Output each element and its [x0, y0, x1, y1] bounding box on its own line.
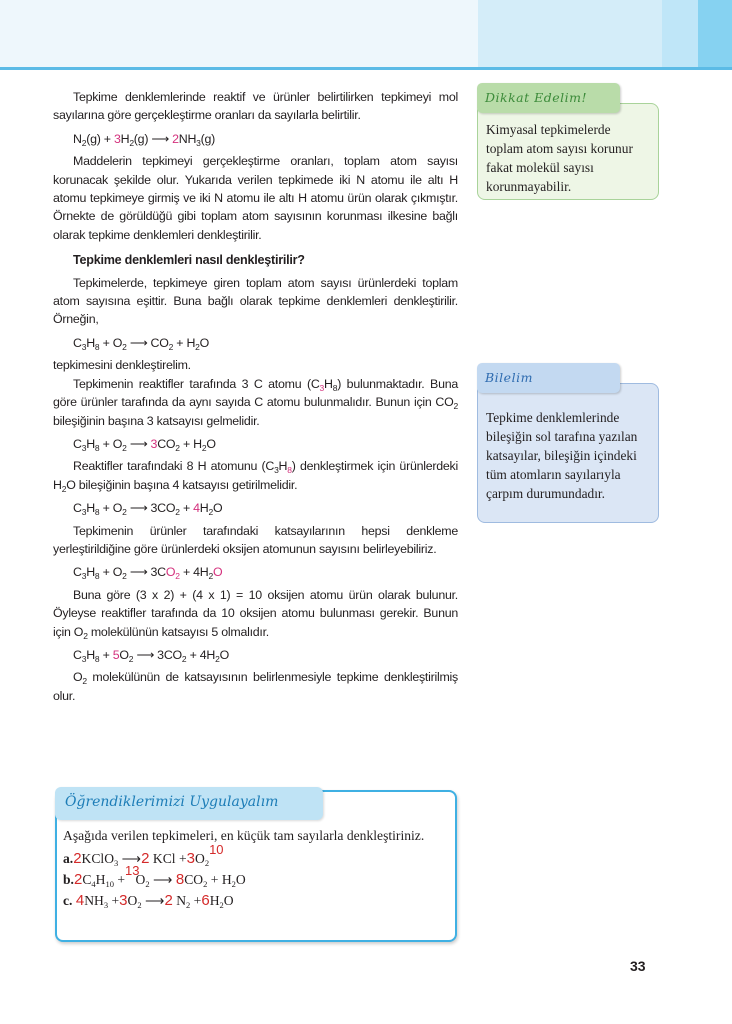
subscript: 3 [103, 900, 109, 910]
exercise-equation [63, 842, 451, 869]
subscript: 3 [196, 137, 201, 148]
text-run: + H [207, 872, 232, 887]
bilelim-text: Tepkime denklemlerinde bileşiğin sol tarafına yazılan katsayılar, bileşiğin içindeki tüm atomların sayılarıyla çarpım durumundadır. [486, 410, 638, 501]
handwritten-answer: 2 [141, 850, 150, 867]
bilelim-title: Bilelim [477, 363, 620, 393]
subscript: 2 [81, 137, 87, 148]
subscript: 2 [129, 137, 134, 148]
text-run: + O [99, 565, 123, 580]
text-run: H [86, 335, 95, 350]
page-number: 33 [630, 958, 646, 974]
subscript: 2 [175, 442, 180, 453]
text-run: H [209, 893, 220, 908]
text-run: ) denkleştirmek için ürünlerdeki H [53, 459, 458, 492]
handwritten-answer: 3 [119, 892, 128, 909]
paragraph [53, 152, 458, 244]
text-run: O [235, 872, 246, 887]
text-run: C [73, 436, 82, 451]
paragraph [53, 88, 458, 125]
subscript: 2 [175, 507, 180, 518]
handwritten-answer: 2 [164, 892, 173, 909]
paragraph [53, 522, 458, 559]
subscript: 8 [94, 653, 100, 664]
main-text-column [53, 88, 458, 705]
text-run: + H [173, 335, 196, 350]
text-run: ⟶ [141, 893, 165, 908]
text-run: + O [99, 501, 123, 516]
subscript: 2 [181, 653, 187, 664]
subscript: 2 [61, 483, 67, 494]
text-run: + [113, 872, 126, 887]
subscript: 2 [208, 571, 213, 582]
header-panel [698, 0, 732, 67]
text-run: O [199, 335, 210, 350]
subscript: 8 [332, 382, 338, 393]
handwritten-answer: 6 [201, 892, 210, 909]
text-run: C [73, 565, 82, 580]
text-run: tepkimesini denkleştirelim. [53, 358, 191, 373]
paragraph [53, 457, 458, 494]
subscript: 8 [94, 571, 100, 582]
subscript: 2 [83, 630, 88, 641]
subscript: 8 [94, 442, 100, 453]
text-run: H [86, 436, 95, 451]
chemical-equation [53, 130, 458, 148]
subscript: 2 [186, 900, 191, 910]
exercise-title: Öğrendiklerimizi Uygulayalım [55, 787, 323, 820]
subscript: 2 [122, 571, 127, 582]
subscript: 2 [453, 401, 458, 412]
text-run: Tepkimenin ürünler tarafındaki katsayılarının hepsi denkleme yerleştirildiğine göre ürünlerdeki oksijen atomunun sayısını belirleyebiliriz. [53, 523, 458, 556]
text-run: (g) + [86, 131, 114, 146]
highlighted-coefficient: 5 [112, 647, 120, 662]
text-run: Reaktifler tarafındaki 8 H atomunu (C [73, 459, 275, 474]
text-run: + [179, 501, 194, 516]
paragraph [53, 375, 458, 430]
subscript: 8 [94, 341, 100, 352]
text-run: C [82, 872, 92, 887]
text-run: O [206, 436, 216, 451]
text-run: + O [99, 436, 123, 451]
text-run: ⟶ CO [126, 335, 169, 350]
subscript: 3 [81, 507, 87, 518]
handwritten-answer: 2 [73, 871, 83, 888]
page-header-band [0, 0, 732, 67]
text-run: H [86, 501, 95, 516]
subscript: 2 [204, 858, 210, 868]
handwritten-answer: 10 [209, 842, 224, 857]
subscript: 8 [94, 507, 100, 518]
text-run: + [99, 647, 113, 662]
dikkat-edelim-title: Dikkat Edelim! [477, 83, 620, 113]
text-run: bileşiğinin başına 3 katsayısı gelmelidir. [53, 413, 260, 428]
subscript: 10 [105, 879, 114, 889]
text-run: O [73, 670, 83, 685]
text-run: H [95, 872, 106, 887]
text-run: + [190, 893, 202, 908]
text-run: + 4H [179, 565, 209, 580]
subscript: 2 [231, 879, 236, 889]
text-run: ⟶ 3C [126, 565, 166, 580]
text-run: ⟶ [149, 872, 176, 887]
highlighted-subscript: 8 [287, 465, 292, 476]
text-run: CO [157, 436, 176, 451]
paragraph [53, 274, 458, 329]
text-run: O [119, 647, 129, 662]
text-run: H [278, 459, 288, 474]
text-run: O [212, 501, 223, 516]
text-run: O bileşiğinin başına 4 katsayısı getirilmelidir. [66, 477, 298, 492]
text-run: O [223, 893, 234, 908]
subscript: 3 [274, 465, 279, 476]
subscript: 2 [122, 507, 127, 518]
text-run: N [73, 131, 82, 146]
highlighted-coefficient: 3 [150, 436, 158, 451]
subscript: 2 [122, 442, 127, 453]
text-run: + 4H [186, 647, 216, 662]
header-panel [662, 0, 698, 67]
handwritten-answer: 2 [73, 850, 82, 867]
text-run: ⟶ 3CO [126, 501, 176, 516]
subscript: 3 [81, 571, 87, 582]
paragraph [53, 356, 458, 374]
text-run: O [219, 647, 229, 662]
text-run: ⟶ [118, 851, 142, 866]
dikkat-edelim-text: Kimyasal tepkimelerde toplam atom sayısı korunur fakat molekül sayısı korunmayabilir. [486, 122, 633, 194]
text-run: H [324, 376, 333, 391]
text-run: C [73, 647, 82, 662]
handwritten-answer: 13 [125, 863, 140, 878]
text-run: KCl + [149, 851, 187, 866]
highlighted-coefficient: O [165, 565, 176, 580]
highlighted-subscript: 2 [175, 571, 180, 582]
text-run: H [120, 131, 130, 146]
bilelim-box [477, 383, 659, 523]
text-run: + O [99, 335, 123, 350]
text-run: ) bulunmaktadır. Buna göre ürünler tarafında da aynı sayıda C atomu bulunmalıdır. Bunun için CO [53, 376, 458, 410]
text-run: (g) ⟶ [133, 131, 173, 146]
text-run: + [108, 893, 120, 908]
text-run: Tepkimelerde, tepkimeye giren toplam atom sayısı ürünlerdeki toplam atom sayısına eşittir. Buna bağlı olarak tepkime denklemleri denkleştirilir. Örneğin, [53, 275, 458, 327]
subscript: 2 [201, 442, 207, 453]
subscript: 2 [145, 879, 150, 889]
item-label: c. [63, 893, 73, 908]
text-run: N [172, 893, 187, 908]
subscript: 2 [122, 341, 127, 352]
text-run: molekülünün de katsayısının belirlenmesiyle tepkime denkleştirilmiş olur. [53, 670, 458, 703]
text-run: KClO [81, 851, 115, 866]
text-run: Tepkime denklemleri nasıl denkleştirilir? [73, 253, 305, 268]
chemical-equation [53, 563, 458, 581]
subscript: 2 [137, 900, 142, 910]
subscript: 2 [203, 879, 208, 889]
text-run: H [86, 565, 95, 580]
highlighted-coefficient: O [212, 565, 223, 580]
chemical-equation [53, 334, 458, 352]
header-divider [0, 67, 732, 70]
exercise-equation [63, 890, 451, 911]
chemical-equation [53, 499, 458, 517]
paragraph [53, 668, 458, 705]
text-run: CO [184, 872, 204, 887]
text-run: molekülünün katsayısı 5 olmalıdır. [87, 624, 270, 639]
subscript: 2 [219, 900, 224, 910]
text-run: Buna göre (3 x 2) + (4 x 1) = 10 oksijen atomu ürün olarak bulunur. Öyleyse reaktifler tarafında da 10 oksijen atomu bulunması gerekir. Bunun için O [53, 587, 458, 639]
text-run: Maddelerin tepkimeyi gerçekleştirme oranları, toplam atom sayısı korunacak şekilde olur. Yukarıda verilen tepkimede iki N atomu ile altı H atomu tepkimeye girmiş ve iki N atomu ile altı H atomu ürün olarak çıkmıştır. Örnekte de görüldüğü gibi toplam atom sayısının korunması ilkesine bağlı olarak tepkime denklemleri denkleştirilir. [53, 154, 458, 242]
subscript: 2 [208, 507, 213, 518]
text-run: NH [84, 893, 104, 908]
text-run: C [73, 335, 82, 350]
subscript: 2 [128, 653, 134, 664]
chemical-equation [53, 646, 458, 664]
handwritten-answer: 3 [186, 850, 195, 867]
dikkat-edelim-box [477, 103, 659, 200]
exercise-instruction: Aşağıda verilen tepkimeleri, en küçük tam sayılarla denkleştiriniz. [63, 828, 425, 843]
paragraph [53, 586, 458, 641]
subscript: 2 [168, 341, 174, 352]
exercise-equation [63, 863, 451, 890]
highlighted-coefficient: 2 [172, 131, 179, 146]
section-heading [53, 251, 458, 269]
text-run: C [73, 501, 82, 516]
subscript: 2 [82, 676, 87, 687]
subscript: 2 [195, 341, 200, 352]
handwritten-answer: 4 [75, 892, 85, 909]
subscript: 3 [114, 858, 119, 868]
highlighted-coefficient: 4 [193, 501, 200, 516]
text-run: Tepkimenin reaktifler tarafında 3 C atomu (C [73, 376, 320, 391]
item-label: b. [63, 872, 74, 887]
subscript: 3 [81, 341, 87, 352]
text-run: + H [179, 436, 202, 451]
item-label: a. [63, 851, 74, 866]
subscript: 4 [91, 879, 96, 889]
text-run: ⟶ 3CO [133, 647, 182, 662]
highlighted-subscript: 3 [319, 382, 325, 393]
header-panel [478, 0, 662, 67]
chemical-equation [53, 435, 458, 453]
exercise-body [63, 826, 451, 911]
handwritten-answer: 8 [175, 871, 185, 888]
text-run: Tepkime denklemlerinde reaktif ve ürünler belirtilirken tepkimeyi mol sayılarına göre gerçekleştirme oranları da sayılarla belirtilir. [53, 90, 458, 123]
text-run: NH [178, 131, 197, 146]
subscript: 3 [81, 653, 87, 664]
subscript: 2 [215, 653, 220, 664]
text-run: H [199, 501, 209, 516]
text-run: ⟶ [126, 436, 151, 451]
subscript: 3 [81, 442, 87, 453]
text-run: (g) [200, 131, 216, 146]
text-run: O [135, 872, 146, 887]
text-run: H [86, 647, 95, 662]
text-run: O [127, 893, 138, 908]
text-run: O [194, 851, 205, 866]
highlighted-coefficient: 3 [113, 131, 121, 146]
